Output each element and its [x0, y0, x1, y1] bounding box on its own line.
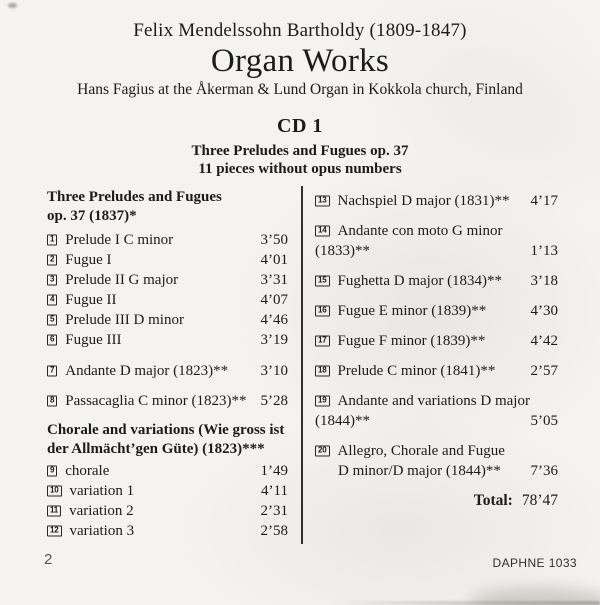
total-time: 78’47: [521, 492, 558, 509]
track-row: [47, 521, 288, 541]
track-row: [47, 310, 288, 330]
track-row: [315, 221, 558, 261]
track-time: 3’50: [260, 231, 288, 248]
track-title-continued: (1833)**: [315, 242, 370, 259]
track-number-box: 14: [315, 225, 330, 236]
track-number-box: 2: [47, 254, 57, 265]
track-time: 2’31: [260, 502, 288, 519]
track-title: Allegro, Chorale and Fugue: [337, 442, 505, 459]
total-label: Total:: [473, 492, 513, 509]
page-number: 2: [44, 551, 53, 568]
track-number-box: 7: [47, 365, 57, 376]
track-title: Fugue I: [65, 251, 112, 268]
track-row: [315, 391, 558, 431]
track-title: Fughetta D major (1834)**: [337, 272, 503, 289]
performer-line: Hans Fagius at the Åkerman & Lund Organ in Kokkola church, Finland: [77, 81, 523, 98]
track-time: 4’30: [530, 302, 558, 319]
page-title: Organ Works: [210, 43, 390, 79]
track-time: 4’17: [530, 192, 558, 209]
track-title: Prelude III D minor: [65, 311, 184, 328]
track-row: [47, 330, 288, 350]
track-time: 3’10: [260, 362, 288, 379]
composer-line: Felix Mendelssohn Bartholdy (1809-1847): [133, 20, 467, 41]
track-time: 7’36: [530, 462, 558, 479]
track-title-line: [315, 411, 558, 431]
track-title: Prelude I C minor: [65, 231, 174, 248]
track-row: [315, 191, 558, 211]
track-row: [315, 271, 558, 291]
track-row: [315, 441, 558, 481]
track-group: [47, 461, 288, 541]
group-header-line: op. 37 (1837)*: [47, 208, 137, 224]
track-title: Andante con moto G minor: [337, 222, 503, 239]
track-time: 3’31: [260, 271, 288, 288]
track-time: 2’58: [260, 522, 288, 539]
track-title-continued: (1844)**: [315, 412, 370, 429]
total-row: [315, 491, 558, 511]
track-title: Nachspiel D major (1831)**: [337, 192, 510, 209]
track-number-box: 6: [47, 334, 57, 345]
track-number-box: 13: [315, 195, 330, 206]
cd-label: CD 1: [277, 115, 323, 137]
track-title-line: [315, 391, 558, 411]
track-number-box: 20: [315, 445, 330, 456]
track-time: 2’57: [530, 362, 558, 379]
track-number-box: 9: [47, 465, 57, 476]
track-row: [315, 331, 558, 351]
corner-shadow: [470, 587, 600, 605]
track-title: Fugue E minor (1839)**: [337, 302, 487, 319]
track-row: [315, 301, 558, 321]
track-number-box: 1: [47, 234, 57, 245]
track-title-line: [315, 441, 558, 461]
column-divider: [301, 186, 303, 544]
track-time: 1’49: [260, 462, 288, 479]
track-title: Passacaglia C minor (1823)**: [65, 392, 247, 409]
track-title: variation 3: [69, 522, 135, 539]
group-header-chorale: [47, 421, 288, 459]
track-number-box: 18: [315, 365, 330, 376]
track-time: 5’28: [260, 392, 288, 409]
track-row: [47, 290, 288, 310]
track-title: variation 1: [69, 482, 135, 499]
track-title: Prelude II G major: [65, 271, 179, 288]
track-time: 4’11: [261, 482, 288, 499]
group-header-line: Three Preludes and Fugues: [47, 189, 222, 205]
track-time: 4’07: [260, 291, 288, 308]
group-header-line: der Allmächt’gen Güte) (1823)***: [47, 441, 265, 457]
track-title: chorale: [65, 462, 110, 479]
track-row: [315, 361, 558, 381]
page-header: [0, 0, 600, 178]
group-header-line: Chorale and variations (Wie gross ist: [47, 422, 285, 438]
track-time: 5’05: [530, 412, 558, 429]
track-title: Fugue III: [65, 331, 122, 348]
track-time: 4’46: [260, 311, 288, 328]
track-number-box: 5: [47, 314, 57, 325]
track-title: Prelude C minor (1841)**: [337, 362, 496, 379]
track-time: 3’18: [530, 272, 558, 289]
tracklist-right-column: [315, 188, 558, 511]
track-title: Fugue F minor (1839)**: [337, 332, 486, 349]
track-title: variation 2: [69, 502, 134, 519]
track-time: 3’19: [260, 331, 288, 348]
track-number-box: 3: [47, 274, 57, 285]
track-number-box: 12: [47, 525, 62, 536]
track-time: 1’13: [530, 242, 558, 259]
track-title: Fugue II: [65, 291, 117, 308]
track-row: [47, 501, 288, 521]
track-title-continued: D minor/D major (1844)**: [338, 462, 501, 479]
track-row: [47, 461, 288, 481]
track-row: [47, 361, 288, 381]
track-time: 4’01: [260, 251, 288, 268]
track-number-box: 10: [47, 485, 62, 496]
track-row: [47, 230, 288, 250]
catalog-number: DAPHNE 1033: [492, 556, 577, 570]
track-number-box: 4: [47, 294, 57, 305]
track-number-box: 15: [315, 275, 330, 286]
track-title-line: [315, 461, 558, 481]
cd-subtitle-2: 11 pieces without opus numbers: [198, 161, 402, 177]
track-row: [47, 250, 288, 270]
track-number-box: 16: [315, 305, 330, 316]
track-row: [47, 391, 288, 411]
track-time: 4’42: [530, 332, 558, 349]
track-row: [47, 481, 288, 501]
track-number-box: 17: [315, 335, 330, 346]
tracklist-left-column: [47, 188, 288, 541]
track-title-line: [315, 221, 558, 241]
track-row: [47, 270, 288, 290]
track-title: Andante and variations D major: [337, 392, 530, 409]
track-group: [47, 230, 288, 350]
track-title: Andante D major (1823)**: [65, 362, 229, 379]
track-number-box: 8: [47, 395, 57, 406]
cd-subtitle-1: Three Preludes and Fugues op. 37: [191, 143, 409, 159]
group-header-op37: [47, 188, 288, 226]
track-number-box: 11: [47, 505, 61, 516]
track-title-line: [315, 241, 558, 261]
track-number-box: 19: [315, 395, 330, 406]
